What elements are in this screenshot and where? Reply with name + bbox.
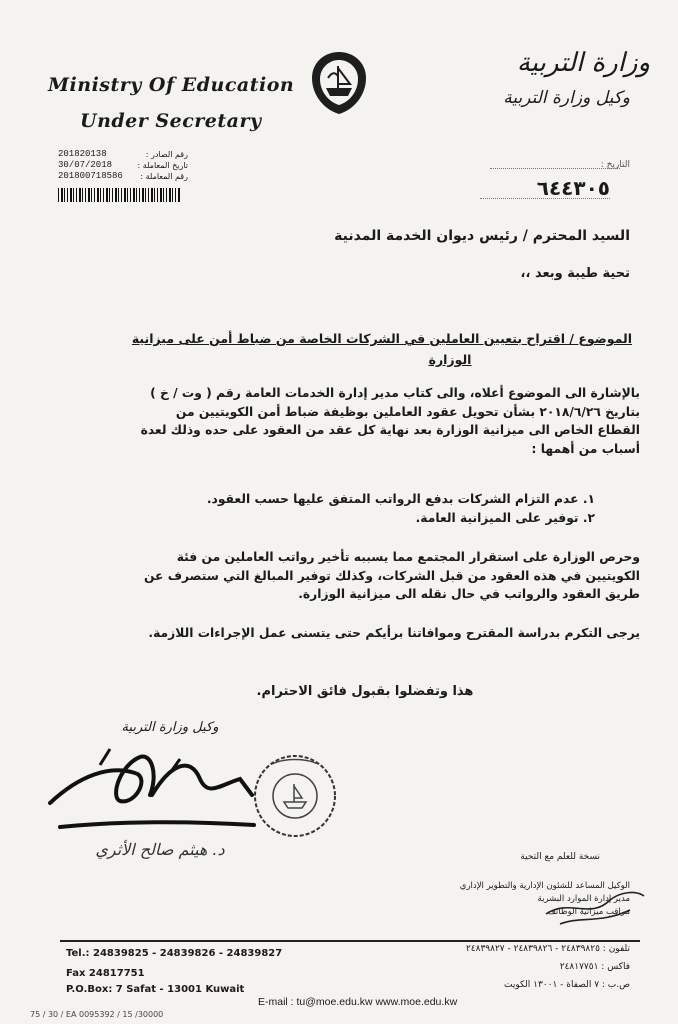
paragraph-2 xyxy=(78,548,640,604)
footer-email-web: E-mail : tu@moe.edu.kw www.moe.edu.kw xyxy=(258,996,458,1008)
ref-date-label: تاريخ المعاملة : xyxy=(137,161,188,170)
list-item: مدير إدارة الموارد البشرية xyxy=(537,894,630,904)
transaction-label: رقم المعاملة : xyxy=(140,172,188,181)
ministry-stamp xyxy=(250,750,340,842)
ref-number: 201820138 xyxy=(58,149,107,159)
list-item-number: ٢. xyxy=(582,510,595,525)
date-field-line xyxy=(490,168,620,169)
addressee: السيد المحترم / رئيس ديوان الخدمة المدنية xyxy=(334,228,630,244)
signatory-title: وكيل وزارة التربية xyxy=(121,720,219,735)
handwritten-ref-number: ٦٤٤٣٠٥ xyxy=(536,176,610,200)
under-secretary-ar: وكيل وزارة التربية xyxy=(503,88,630,108)
copies-heading: نسخة للعلم مع التحية xyxy=(520,852,600,862)
footer-tel-ar: تلفون : ٢٤٨٣٩٨٢٥ - ٢٤٨٣٩٨٢٦ - ٢٤٨٣٩٨٢٧ xyxy=(465,944,630,954)
paragraph-2-line: وحرص الوزارة على استقرار المجتمع مما يسببه تأخير رواتب العاملين من فئة xyxy=(176,550,640,564)
handwritten-signature xyxy=(40,735,260,835)
ministry-title-ar: وزارة التربية xyxy=(516,48,650,78)
barcode xyxy=(58,188,180,202)
paragraph-1-line: بتاريخ ٢٠١٨/٦/٢٦ بشأن تحويل عقود العاملين بوظيفة ضباط أمن الكويتيين من xyxy=(175,404,640,419)
list-item: مراقب ميزانية الوظائف xyxy=(547,907,630,917)
reasons-list xyxy=(180,490,595,527)
footer-tel: Tel.: 24839825 - 24839826 - 24839827 xyxy=(66,948,283,959)
paragraph-1-line: بالإشارة الى الموضوع أعلاه، والى كتاب مدير إدارة الخدمات العامة رقم ( وت / خ ) xyxy=(150,386,640,400)
under-secretary-en: Under Secretary xyxy=(80,110,262,132)
signatory-name: د. هيثم صالح الأثري xyxy=(95,840,225,859)
subject-line-2: الوزارة xyxy=(428,352,472,367)
closing-line: هذا وتفضلوا بقبول فائق الاحترام. xyxy=(256,684,474,699)
ref-date: 30/07/2018 xyxy=(58,160,113,170)
footer-fax-ar: فاكس : ٢٤٨١٧٧٥١ xyxy=(559,962,630,972)
footer-pobox: P.O.Box: 7 Safat - 13001 Kuwait xyxy=(66,984,245,995)
list-item xyxy=(180,490,595,509)
greeting: تحية طيبة وبعد ،، xyxy=(520,266,630,281)
paragraph-1 xyxy=(80,384,640,458)
paragraph-2-line: الكويتيين في هذه العقود من قبل الشركات، وكذلك توفير المبالغ التي ستصرف عن xyxy=(143,568,640,583)
list-item-number: ١. xyxy=(582,492,595,506)
list-item-text: توفير على الميزانية العامة. xyxy=(415,510,579,525)
transaction-number: 201800718586 xyxy=(58,171,123,181)
subject-line-1: الموضوع / اقتراح بتعيين العاملين في الشركات الخاصة من ضباط أمن على ميزانية xyxy=(131,331,632,346)
paragraph-1-line: أسباب من أهمها : xyxy=(531,441,640,456)
ref-field-line xyxy=(480,198,610,199)
list-item: الوكيل المساعد للشئون الإدارية والتطوير الإداري xyxy=(459,881,630,891)
initials-scribble xyxy=(540,880,650,930)
request-line: يرجى التكرم بدراسة المقترح وموافاتنا برأيكم حتى يتسنى عمل الإجراءات اللازمة. xyxy=(148,626,640,640)
paragraph-2-line: طريق العقود والرواتب في حال نقله الى ميزانية الوزارة. xyxy=(298,587,640,601)
ref-number-label: رقم الصادر : xyxy=(145,150,188,159)
date-field-label: التاريخ : xyxy=(600,160,630,170)
footer-pobox-ar: ص.ب : ٧ الصفاة - ١٣٠٠١ الكويت xyxy=(504,980,630,990)
list-item-text: عدم التزام الشركات بدفع الرواتب المتفق عليها حسب العقود. xyxy=(206,492,579,506)
ministry-title-en: Ministry Of Education xyxy=(48,74,295,96)
paragraph-1-line: القطاع الخاص الى ميزانية الوزارة بعد نهاية كل عقد من العقود على حده وذلك لعدة xyxy=(140,423,640,437)
form-code: 75 / 30 / EA 0095392 / 15 /30000 xyxy=(30,1010,164,1019)
list-item xyxy=(180,509,595,528)
footer-fax: Fax 24817751 xyxy=(66,968,145,979)
kuwait-emblem-icon xyxy=(308,48,370,118)
